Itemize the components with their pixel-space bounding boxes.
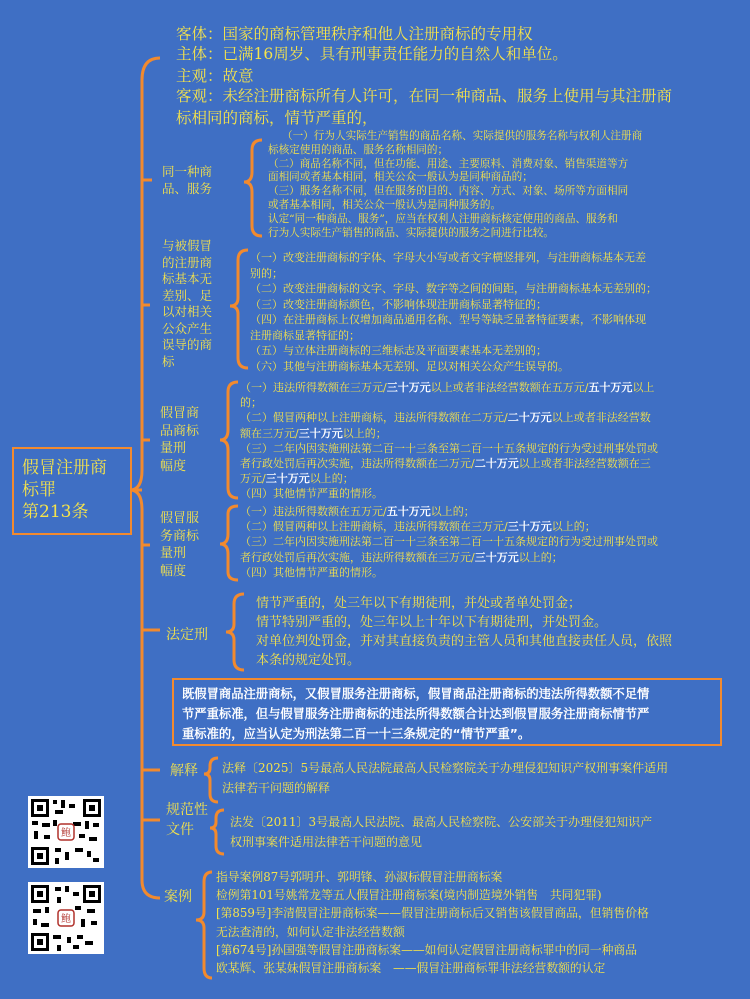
- same-goods-list: [268, 130, 718, 240]
- main-title-line3: 第213条: [22, 502, 89, 522]
- same-goods-line: 或者基本相同，相关公众一般认为是同种服务的。: [268, 198, 502, 211]
- aggregation-note-box: 既假冒商品注册商标，又假冒服务注册商标，假冒商品注册商标的违法所得数额不足情 节严重标准，但与假冒服务注册商标的违法所得数额合计达到假冒服务注册商标情节严 重标准的，应当认定为刑法第二百一十三条规定的“情节严重”。: [172, 678, 722, 746]
- service-penalty-label: 假冒服 务商标 量刑 幅度: [160, 511, 200, 579]
- case-item: 指导案例87号郭明升、郭明锋、孙淑标假冒注册商标案: [216, 870, 503, 884]
- element-subjective: 主观：故意: [176, 67, 254, 85]
- same-goods-line: （一）行为人实际生产销售的商品名称、实际提供的服务名称与权利人注册商: [282, 130, 643, 142]
- interpretation-text: 法释〔2025〕5号最高人民法院最高人民检察院关于办理侵犯知识产权刑事案件适用 法律若干问题的解释: [222, 761, 669, 795]
- case-item: [第674号]孙国强等假冒注册商标案——如何认定假冒注册商标罪中的同一种商品: [216, 942, 638, 957]
- interpretation-label: 解释: [170, 763, 198, 779]
- normative-label: 规范性 文件: [166, 802, 208, 838]
- goods-penalty-list: （一）违法所得数额在三万元/三十万元以上或者非法经营数额在五万元/五十万元以上 的； （二）假冒两种以上注册商标，违法所得数额在二万元/二十万元以上或者非法经营数 额在三万元/三十万元以上的； （三）二年内因实施刑法第二百一十三条至第二百一十五条规定的行为受过刑事处罚或 者行政处罚后再次实施，违法所得数额在二万元/二十万元以上或者非法经营数额在三 万元/三十万元以上的； （四）其他情节严重的情形。: [240, 381, 658, 501]
- same-goods-line: 面相同或者基本相同，相关公众一般认为是同种商品的；: [268, 171, 533, 184]
- element-subject: 主体：已满16周岁、具有刑事责任能力的自然人和单位。: [176, 45, 568, 63]
- normative-text: 法发〔2011〕3号最高人民法院、最高人民检察院、公安部关于办理侵犯知识产 权刑事案件适用法律若干问题的意见: [230, 815, 653, 849]
- identical-mark-list: （一）改变注册商标的字体、字母大小写或者文字横竖排列，与注册商标基本无差 别的； （二）改变注册商标的文字、字母、数字等之间的间距，与注册商标基本无差别的； （三）改变注册商标颜色，不影响体现注册商标显著特征的； （四）在注册商标上仅增加商品通用名称、型号等缺乏显著特征要素，不影响体现 注册商标显著特征的； （五）与立体注册商标的三维标志及平面要素基本无差别的； （六）其他与注册商标基本无差别、足以对相关公众产生误导的。: [250, 251, 657, 373]
- penalty-list: 情节严重的，处三年以下有期徒刑，并处或者单处罚金； 情节特别严重的，处三年以上十年以下有期徒刑，并处罚金。 对单位判处罚金，并对其直接负责的主管人员和其他直接责任人员，依照 本条的规定处罚。: [256, 596, 673, 668]
- cases-list: [216, 868, 736, 977]
- qr-code-icon: [28, 882, 104, 954]
- penalty-label: 法定刑: [166, 627, 208, 643]
- same-goods-line: （二）商品名称不同，但在功能、用途、主要原料、消费对象、销售渠道等方: [268, 157, 629, 170]
- same-goods-label: 同一种商 品、服务: [162, 164, 213, 196]
- cases-label: 案例: [164, 889, 192, 905]
- case-item: [第859号]李清假冒注册商标案——假冒注册商标后又销售该假冒商品，但销售价格: [216, 906, 649, 921]
- identical-mark-label: 与被假冒 的注册商 标基本无 差别、足 以对相关 公众产生 误导的商 标: [162, 238, 213, 369]
- same-goods-line: 行为人实际生产销售的商品、实际提供的服务之间进行比较。: [268, 226, 555, 239]
- svg-text:鲍: 鲍: [61, 828, 71, 839]
- element-object: 客体：国家的商标管理秩序和他人注册商标的专用权: [176, 25, 533, 43]
- main-title-line1: 假冒注册商: [22, 458, 107, 478]
- same-goods-line: （三）服务名称不同，但在服务的目的、内容、方式、对象、场所等方面相同: [268, 185, 629, 198]
- service-penalty-list: （一）违法所得数额在五万元/五十万元以上的； （二）假冒两种以上注册商标，违法所得数额在三万元/三十万元以上的； （三）二年内因实施刑法第二百一十三条至第二百一十五条规定的行为受过刑事处罚或 者行政处罚后再次实施，违法所得数额在三万元/三十万元以上的； （四）其他情节严重的情形。: [240, 505, 658, 579]
- case-item: 欧某辉、张某妹假冒注册商标案 ——假冒注册商标罪非法经营数额的认定: [216, 961, 606, 976]
- same-goods-line: 标核定使用的商品、服务名称相同的；: [268, 143, 449, 156]
- main-title-line2: 标罪: [22, 480, 56, 500]
- element-objective-line1: 客观：未经注册商标所有人许可，在同一种商品、服务上使用与其注册商: [176, 87, 673, 105]
- svg-text:鲍: 鲍: [61, 914, 71, 925]
- element-objective-line2: 标相同的商标，情节严重的，: [176, 109, 378, 127]
- goods-penalty-label: 假冒商 品商标 量刑 幅度: [160, 406, 200, 474]
- same-goods-line: 认定“同一种商品、服务”，应当在权利人注册商标核定使用的商品、服务和: [268, 212, 618, 225]
- case-item: 检例第101号姚常龙等五人假冒注册商标案(境内制造境外销售 共同犯罪): [216, 888, 602, 903]
- case-item: 无法查清的，如何认定非法经营数额: [216, 924, 405, 939]
- qr-code-icon: [28, 796, 104, 868]
